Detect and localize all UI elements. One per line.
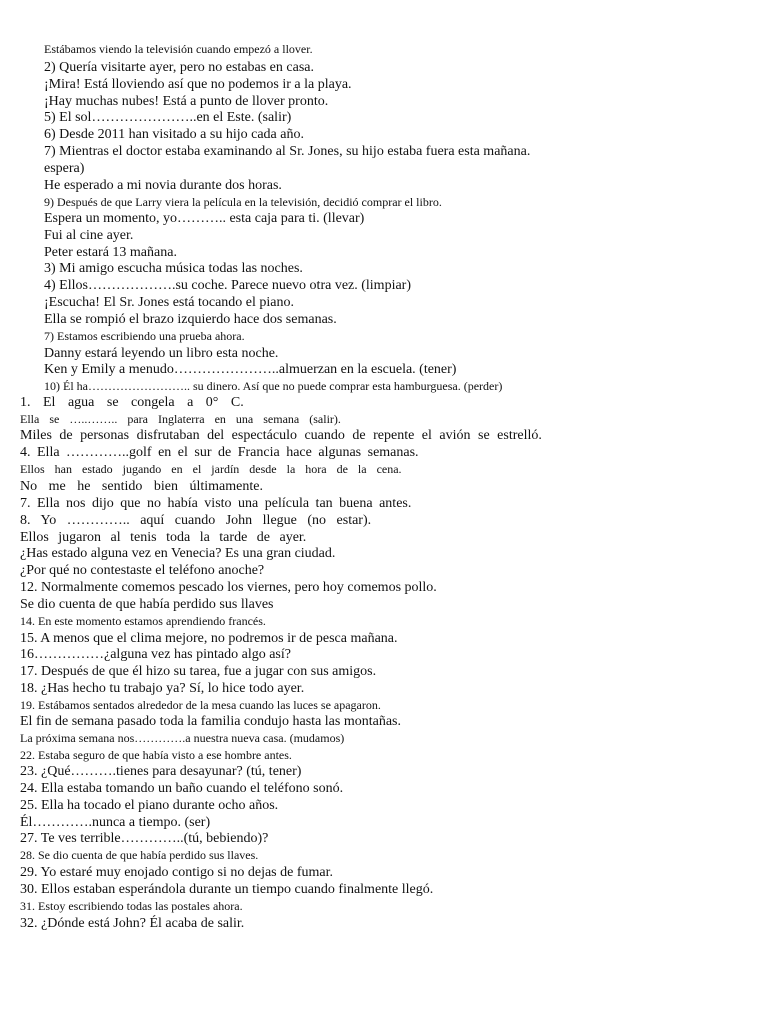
text-line: 6) Desde 2011 han visitado a su hijo cada año. (44, 127, 304, 142)
text-line: 25. Ella ha tocado el piano durante ocho años. (20, 798, 279, 813)
text-line: 4) Ellos……………….su coche. Parece nuevo otra vez. (limpiar) (44, 278, 412, 293)
text-line: El fin de semana pasado toda la familia condujo hasta las montañas. (20, 714, 401, 729)
text-line: 14. En este momento estamos aprendiendo francés. (20, 614, 266, 628)
text-line: 2) Quería visitarte ayer, pero no estabas en casa. (44, 60, 314, 75)
text-line: 31. Estoy escribiendo todas las postales ahora. (20, 899, 243, 913)
text-line: 24. Ella estaba tomando un baño cuando el teléfono sonó. (20, 781, 344, 796)
text-line: No me he sentido bien últimamente. (20, 479, 263, 494)
text-line: 16……………¿alguna vez has pintado algo así? (20, 647, 291, 662)
text-line: 8. Yo ………….. aquí cuando John llegue (no estar). (20, 513, 372, 528)
text-line: 27. Te ves terrible…………..(tú, bebiendo)? (20, 831, 269, 846)
text-line: ¡Hay muchas nubes! Está a punto de llover pronto. (44, 94, 329, 109)
text-line: Miles de personas disfrutaban del espectáculo cuando de repente el avión se estrelló. (20, 428, 542, 443)
text-line: espera) (44, 161, 85, 176)
text-line: La próxima semana nos………….a nuestra nueva casa. (mudamos) (20, 731, 345, 745)
text-line: Él………….nunca a tiempo. (ser) (20, 815, 211, 830)
text-line: 29. Yo estaré muy enojado contigo si no dejas de fumar. (20, 865, 334, 880)
text-line: 23. ¿Qué……….tienes para desayunar? (tú, tener) (20, 764, 302, 779)
text-line: Ellos jugaron al tenis toda la tarde de ayer. (20, 530, 307, 545)
text-line: 30. Ellos estaban esperándola durante un tiempo cuando finalmente llegó. (20, 882, 434, 897)
text-line: 7. Ella nos dijo que no había visto una película tan buena antes. (20, 496, 412, 511)
text-line: 32. ¿Dónde está John? Él acaba de salir. (20, 916, 245, 931)
text-line: 5) El sol…………………..en el Este. (salir) (44, 110, 292, 125)
text-line: Danny estará leyendo un libro esta noche. (44, 346, 279, 361)
text-line: Peter estará 13 mañana. (44, 245, 177, 260)
text-line: ¿Has estado alguna vez en Venecia? Es una gran ciudad. (20, 546, 336, 561)
text-line: Fui al cine ayer. (44, 228, 134, 243)
text-line: 7) Mientras el doctor estaba examinando al Sr. Jones, su hijo estaba fuera esta mañana. (44, 144, 531, 159)
text-line: 18. ¿Has hecho tu trabajo ya? Sí, lo hice todo ayer. (20, 681, 305, 696)
text-line: 10) Él ha…………………….. su dinero. Así que no puede comprar esta hamburguesa. (perder) (44, 379, 503, 393)
text-line: 1. El agua se congela a 0° C. (20, 395, 244, 410)
text-line: 22. Estaba seguro de que había visto a ese hombre antes. (20, 748, 292, 762)
text-line: Ella se …..…….. para Inglaterra en una semana (salir). (20, 412, 341, 426)
text-line: ¡Escucha! El Sr. Jones está tocando el piano. (44, 295, 294, 310)
text-line: Ellos han estado jugando en el jardín desde la hora de la cena. (20, 462, 402, 476)
text-line: 15. A menos que el clima mejore, no podremos ir de pesca mañana. (20, 631, 398, 646)
text-line: 7) Estamos escribiendo una prueba ahora. (44, 329, 245, 343)
text-line: He esperado a mi novia durante dos horas. (44, 178, 282, 193)
text-line: Ella se rompió el brazo izquierdo hace dos semanas. (44, 312, 337, 327)
text-line: 4. Ella …………..golf en el sur de Francia hace algunas semanas. (20, 445, 419, 460)
text-line: 9) Después de que Larry viera la película en la televisión, decidió comprar el libro. (44, 195, 442, 209)
text-line: 28. Se dio cuenta de que había perdido sus llaves. (20, 848, 259, 862)
text-line: ¿Por qué no contestaste el teléfono anoche? (20, 563, 265, 578)
text-line: Espera un momento, yo……….. esta caja para ti. (llevar) (44, 211, 365, 226)
text-line: 3) Mi amigo escucha música todas las noches. (44, 261, 303, 276)
text-line: 12. Normalmente comemos pescado los viernes, pero hoy comemos pollo. (20, 580, 437, 595)
text-line: Se dio cuenta de que había perdido sus llaves (20, 597, 274, 612)
text-line: Estábamos viendo la televisión cuando empezó a llover. (44, 42, 313, 56)
text-line: Ken y Emily a menudo…………………..almuerzan en la escuela. (tener) (44, 362, 457, 377)
text-line: 19. Estábamos sentados alrededor de la mesa cuando las luces se apagaron. (20, 698, 381, 712)
text-line: 17. Después de que él hizo su tarea, fue a jugar con sus amigos. (20, 664, 377, 679)
text-line: ¡Mira! Está lloviendo así que no podemos ir a la playa. (44, 77, 352, 92)
